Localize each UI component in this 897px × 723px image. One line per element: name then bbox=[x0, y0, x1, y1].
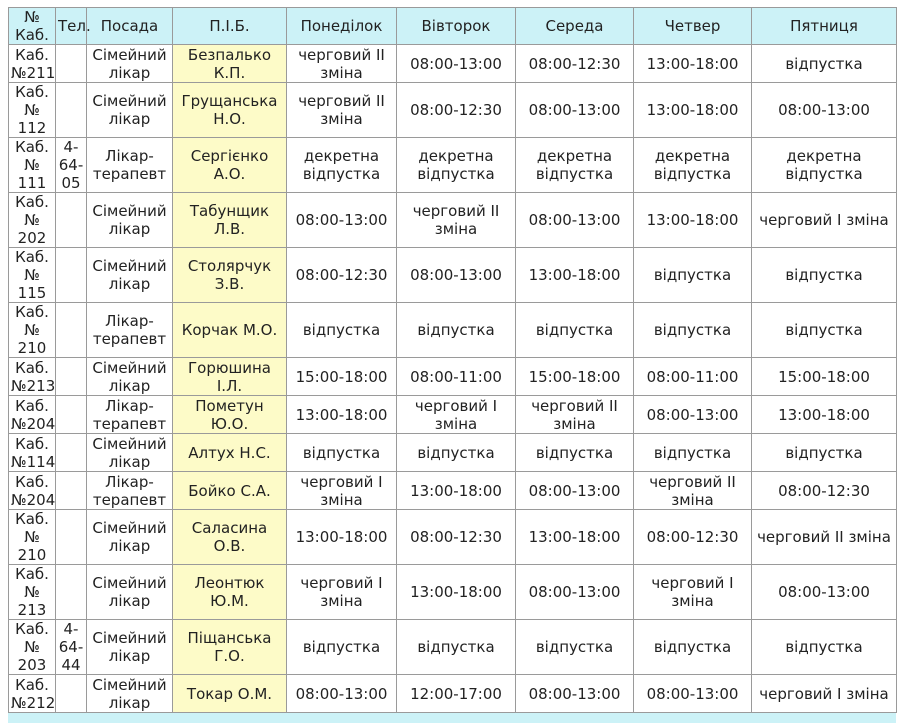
position-cell: Сімейний лікар bbox=[87, 434, 173, 472]
doctor-name-cell: Сергієнко А.О. bbox=[173, 138, 287, 193]
table-row bbox=[9, 45, 897, 83]
tuesday-cell: 13:00-18:00 bbox=[397, 472, 516, 510]
tuesday-cell: 13:00-18:00 bbox=[397, 565, 516, 620]
wednesday-cell: 08:00-13:00 bbox=[516, 83, 634, 138]
room-cell: Каб. № 213 bbox=[9, 565, 56, 620]
tuesday-cell: 12:00-17:00 bbox=[397, 675, 516, 713]
room-cell: Каб. №114 bbox=[9, 434, 56, 472]
thursday-cell: відпустка bbox=[634, 248, 752, 303]
friday-cell: черговий І зміна bbox=[752, 675, 897, 713]
friday-cell: відпустка bbox=[752, 303, 897, 358]
doctor-name-cell: Токар О.М. bbox=[173, 675, 287, 713]
tuesday-cell: 08:00-13:00 bbox=[397, 45, 516, 83]
header-monday: Понеділок bbox=[287, 8, 397, 45]
position-cell: Сімейний лікар bbox=[87, 675, 173, 713]
friday-cell: відпустка bbox=[752, 248, 897, 303]
thursday-cell: черговий ІІ зміна bbox=[634, 472, 752, 510]
friday-cell: черговий І зміна bbox=[752, 193, 897, 248]
thursday-cell: 13:00-18:00 bbox=[634, 45, 752, 83]
doctor-name-cell: Саласина О.В. bbox=[173, 510, 287, 565]
tuesday-cell: черговий І зміна bbox=[397, 396, 516, 434]
monday-cell: черговий ІІ зміна bbox=[287, 83, 397, 138]
thursday-cell: 08:00-13:00 bbox=[634, 396, 752, 434]
doctor-name-cell: Горюшина І.Л. bbox=[173, 358, 287, 396]
table-row bbox=[9, 675, 897, 713]
thursday-cell: відпустка bbox=[634, 620, 752, 675]
tuesday-cell: 08:00-12:30 bbox=[397, 83, 516, 138]
friday-cell: 08:00-12:30 bbox=[752, 472, 897, 510]
friday-cell: 08:00-13:00 bbox=[752, 83, 897, 138]
position-cell: Лікар-терапевт bbox=[87, 396, 173, 434]
friday-cell: декретна відпустка bbox=[752, 138, 897, 193]
phone-cell bbox=[56, 434, 87, 472]
monday-cell: 08:00-13:00 bbox=[287, 675, 397, 713]
wednesday-cell: відпустка bbox=[516, 303, 634, 358]
header-room: № Каб. bbox=[9, 8, 56, 45]
header-thursday: Четвер bbox=[634, 8, 752, 45]
phone-cell bbox=[56, 248, 87, 303]
room-cell: Каб. №204 bbox=[9, 396, 56, 434]
phone-cell: 4-64-05 bbox=[56, 138, 87, 193]
phone-cell bbox=[56, 303, 87, 358]
tuesday-cell: 08:00-11:00 bbox=[397, 358, 516, 396]
doctor-name-cell: Корчак М.О. bbox=[173, 303, 287, 358]
tuesday-cell: декретна відпустка bbox=[397, 138, 516, 193]
phone-cell bbox=[56, 472, 87, 510]
monday-cell: 08:00-12:30 bbox=[287, 248, 397, 303]
header-row bbox=[9, 8, 897, 45]
schedule-table bbox=[8, 7, 897, 713]
position-cell: Сімейний лікар bbox=[87, 83, 173, 138]
table-row bbox=[9, 193, 897, 248]
phone-cell bbox=[56, 510, 87, 565]
phone-cell bbox=[56, 358, 87, 396]
room-cell: Каб. №204 bbox=[9, 472, 56, 510]
table-footer-strip bbox=[8, 713, 896, 723]
table-row bbox=[9, 565, 897, 620]
thursday-cell: черговий І зміна bbox=[634, 565, 752, 620]
position-cell: Сімейний лікар bbox=[87, 510, 173, 565]
thursday-cell: 13:00-18:00 bbox=[634, 83, 752, 138]
header-tuesday: Вівторок bbox=[397, 8, 516, 45]
room-cell: Каб. №212 bbox=[9, 675, 56, 713]
doctor-name-cell: Столярчук З.В. bbox=[173, 248, 287, 303]
wednesday-cell: черговий ІІ зміна bbox=[516, 396, 634, 434]
friday-cell: відпустка bbox=[752, 45, 897, 83]
table-row bbox=[9, 83, 897, 138]
table-row bbox=[9, 248, 897, 303]
room-cell: Каб. № 112 bbox=[9, 83, 56, 138]
header-wednesday: Середа bbox=[516, 8, 634, 45]
position-cell: Сімейний лікар bbox=[87, 193, 173, 248]
wednesday-cell: декретна відпустка bbox=[516, 138, 634, 193]
wednesday-cell: 08:00-13:00 bbox=[516, 472, 634, 510]
header-phone: Тел. bbox=[56, 8, 87, 45]
header-name: П.І.Б. bbox=[173, 8, 287, 45]
monday-cell: черговий ІІ зміна bbox=[287, 45, 397, 83]
wednesday-cell: 13:00-18:00 bbox=[516, 510, 634, 565]
doctor-name-cell: Пометун Ю.О. bbox=[173, 396, 287, 434]
friday-cell: відпустка bbox=[752, 620, 897, 675]
friday-cell: 13:00-18:00 bbox=[752, 396, 897, 434]
wednesday-cell: 15:00-18:00 bbox=[516, 358, 634, 396]
room-cell: Каб. № 115 bbox=[9, 248, 56, 303]
phone-cell bbox=[56, 565, 87, 620]
position-cell: Сімейний лікар bbox=[87, 248, 173, 303]
thursday-cell: декретна відпустка bbox=[634, 138, 752, 193]
table-row bbox=[9, 620, 897, 675]
doctor-name-cell: Леонтюк Ю.М. bbox=[173, 565, 287, 620]
position-cell: Лікар-терапевт bbox=[87, 138, 173, 193]
doctor-name-cell: Алтух Н.С. bbox=[173, 434, 287, 472]
monday-cell: 13:00-18:00 bbox=[287, 510, 397, 565]
friday-cell: 15:00-18:00 bbox=[752, 358, 897, 396]
room-cell: Каб. № 210 bbox=[9, 303, 56, 358]
tuesday-cell: 08:00-13:00 bbox=[397, 248, 516, 303]
tuesday-cell: відпустка bbox=[397, 434, 516, 472]
phone-cell bbox=[56, 45, 87, 83]
thursday-cell: відпустка bbox=[634, 303, 752, 358]
table-row bbox=[9, 358, 897, 396]
table-row bbox=[9, 472, 897, 510]
room-cell: Каб. №213 bbox=[9, 358, 56, 396]
phone-cell bbox=[56, 396, 87, 434]
friday-cell: черговий ІІ зміна bbox=[752, 510, 897, 565]
monday-cell: відпустка bbox=[287, 303, 397, 358]
doctor-name-cell: Піщанська Г.О. bbox=[173, 620, 287, 675]
tuesday-cell: відпустка bbox=[397, 303, 516, 358]
thursday-cell: відпустка bbox=[634, 434, 752, 472]
monday-cell: черговий І зміна bbox=[287, 472, 397, 510]
table-row bbox=[9, 138, 897, 193]
thursday-cell: 08:00-12:30 bbox=[634, 510, 752, 565]
doctor-name-cell: Бойко С.А. bbox=[173, 472, 287, 510]
wednesday-cell: відпустка bbox=[516, 620, 634, 675]
monday-cell: 15:00-18:00 bbox=[287, 358, 397, 396]
position-cell: Лікар-терапевт bbox=[87, 472, 173, 510]
position-cell: Сімейний лікар bbox=[87, 565, 173, 620]
phone-cell bbox=[56, 675, 87, 713]
monday-cell: відпустка bbox=[287, 620, 397, 675]
position-cell: Сімейний лікар bbox=[87, 358, 173, 396]
monday-cell: 13:00-18:00 bbox=[287, 396, 397, 434]
position-cell: Сімейний лікар bbox=[87, 620, 173, 675]
doctor-name-cell: Грущанська Н.О. bbox=[173, 83, 287, 138]
table-row bbox=[9, 303, 897, 358]
monday-cell: черговий І зміна bbox=[287, 565, 397, 620]
position-cell: Сімейний лікар bbox=[87, 45, 173, 83]
room-cell: Каб. №211 bbox=[9, 45, 56, 83]
wednesday-cell: 08:00-13:00 bbox=[516, 565, 634, 620]
wednesday-cell: 08:00-13:00 bbox=[516, 675, 634, 713]
tuesday-cell: відпустка bbox=[397, 620, 516, 675]
table-row bbox=[9, 510, 897, 565]
tuesday-cell: 08:00-12:30 bbox=[397, 510, 516, 565]
wednesday-cell: 08:00-12:30 bbox=[516, 45, 634, 83]
wednesday-cell: 08:00-13:00 bbox=[516, 193, 634, 248]
room-cell: Каб. № 111 bbox=[9, 138, 56, 193]
wednesday-cell: відпустка bbox=[516, 434, 634, 472]
monday-cell: декретна відпустка bbox=[287, 138, 397, 193]
friday-cell: відпустка bbox=[752, 434, 897, 472]
table-row bbox=[9, 396, 897, 434]
thursday-cell: 08:00-13:00 bbox=[634, 675, 752, 713]
doctor-name-cell: Табунщик Л.В. bbox=[173, 193, 287, 248]
monday-cell: відпустка bbox=[287, 434, 397, 472]
schedule-body bbox=[9, 45, 897, 713]
header-position: Посада bbox=[87, 8, 173, 45]
monday-cell: 08:00-13:00 bbox=[287, 193, 397, 248]
phone-cell: 4-64-44 bbox=[56, 620, 87, 675]
phone-cell bbox=[56, 83, 87, 138]
doctor-name-cell: Безпалько К.П. bbox=[173, 45, 287, 83]
room-cell: Каб. № 203 bbox=[9, 620, 56, 675]
tuesday-cell: черговий ІІ зміна bbox=[397, 193, 516, 248]
thursday-cell: 08:00-11:00 bbox=[634, 358, 752, 396]
header-friday: Пятниця bbox=[752, 8, 897, 45]
position-cell: Лікар-терапевт bbox=[87, 303, 173, 358]
friday-cell: 08:00-13:00 bbox=[752, 565, 897, 620]
room-cell: Каб. № 210 bbox=[9, 510, 56, 565]
phone-cell bbox=[56, 193, 87, 248]
room-cell: Каб. № 202 bbox=[9, 193, 56, 248]
wednesday-cell: 13:00-18:00 bbox=[516, 248, 634, 303]
table-row bbox=[9, 434, 897, 472]
thursday-cell: 13:00-18:00 bbox=[634, 193, 752, 248]
